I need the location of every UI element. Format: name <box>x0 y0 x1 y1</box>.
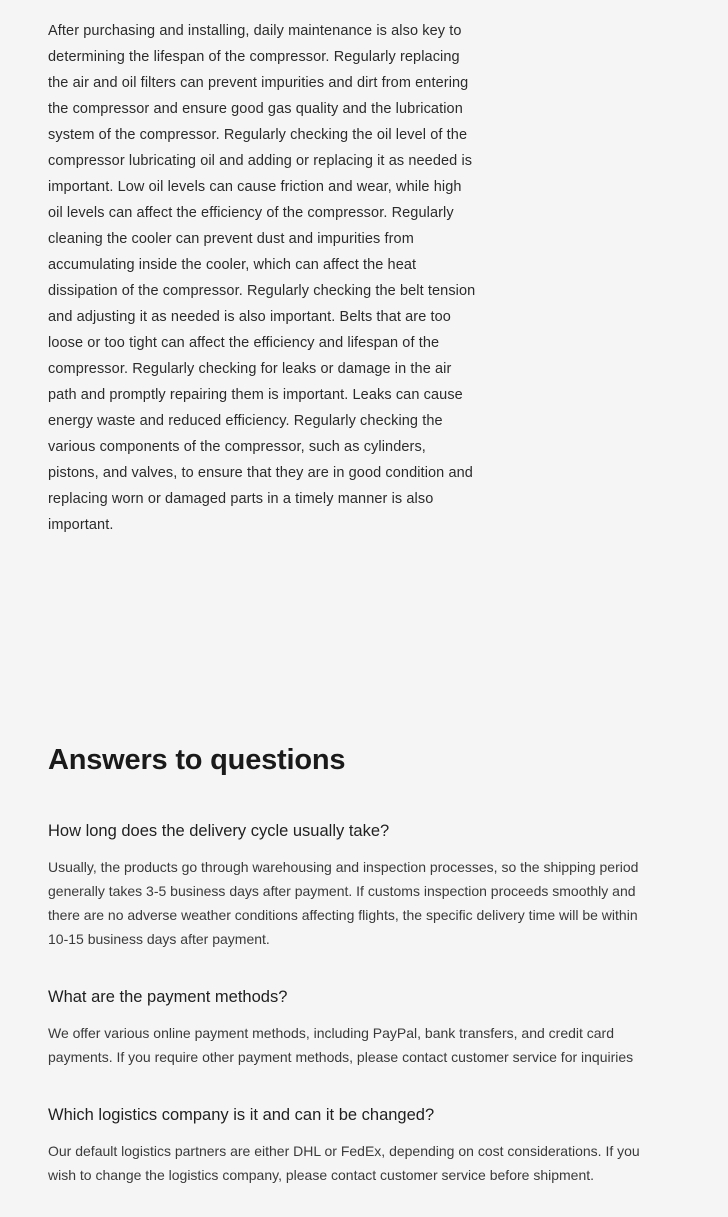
maintenance-paragraph: After purchasing and installing, daily maintenance is also key to determining the lifespan of the compressor. Regularly replacing the air and oil filters can prevent impurities and dirt from entering the compressor and ensure good gas quality and the lubrication system of the compressor. Regularly checking the oil level of the compressor lubricating oil and adding or replacing it as needed is important. Low oil levels can cause friction and wear, while high oil levels can affect the efficiency of the compressor. Regularly cleaning the cooler can prevent dust and impurities from accumulating inside the cooler, which can affect the heat dissipation of the compressor. Regularly checking the belt tension and adjusting it as needed is also important. Belts that are too loose or too tight can affect the efficiency and lifespan of the compressor. Regularly checking for leaks or damage in the air path and promptly repairing them is important. Leaks can cause energy waste and reduced efficiency. Regularly checking the various components of the compressor, such as cylinders, pistons, and valves, to ensure that they are in good condition and replacing worn or damaged parts in a timely manner is also important. <box>48 23 476 533</box>
faq-heading: Answers to questions <box>48 744 346 776</box>
faq-answer: Usually, the products go through warehousing and inspection processes, so the shipping period generally takes 3-5 business days after payment. If customs inspection proceeds smoothly and there are no adverse weather conditions affecting flights, the specific delivery time will be within 10-15 business days after payment. <box>48 859 639 947</box>
faq-item <box>48 819 680 951</box>
faq-item <box>48 985 680 1069</box>
faq-question: Which logistics company is it and can it be changed? <box>48 1106 435 1124</box>
faq-answer: We offer various online payment methods, including PayPal, bank transfers, and credit card payments. If you require other payment methods, please contact customer service for inquiries <box>48 1025 634 1065</box>
faq-question: How long does the delivery cycle usually take? <box>48 822 390 840</box>
intro-section <box>0 0 728 538</box>
faq-item <box>48 1103 680 1187</box>
section-spacer <box>0 538 728 743</box>
faq-answer: Our default logistics partners are either DHL or FedEx, depending on cost considerations. If you wish to change the logistics company, please contact customer service before shipment. <box>48 1143 640 1183</box>
faq-section <box>0 743 728 1217</box>
faq-question: What are the payment methods? <box>48 988 288 1006</box>
